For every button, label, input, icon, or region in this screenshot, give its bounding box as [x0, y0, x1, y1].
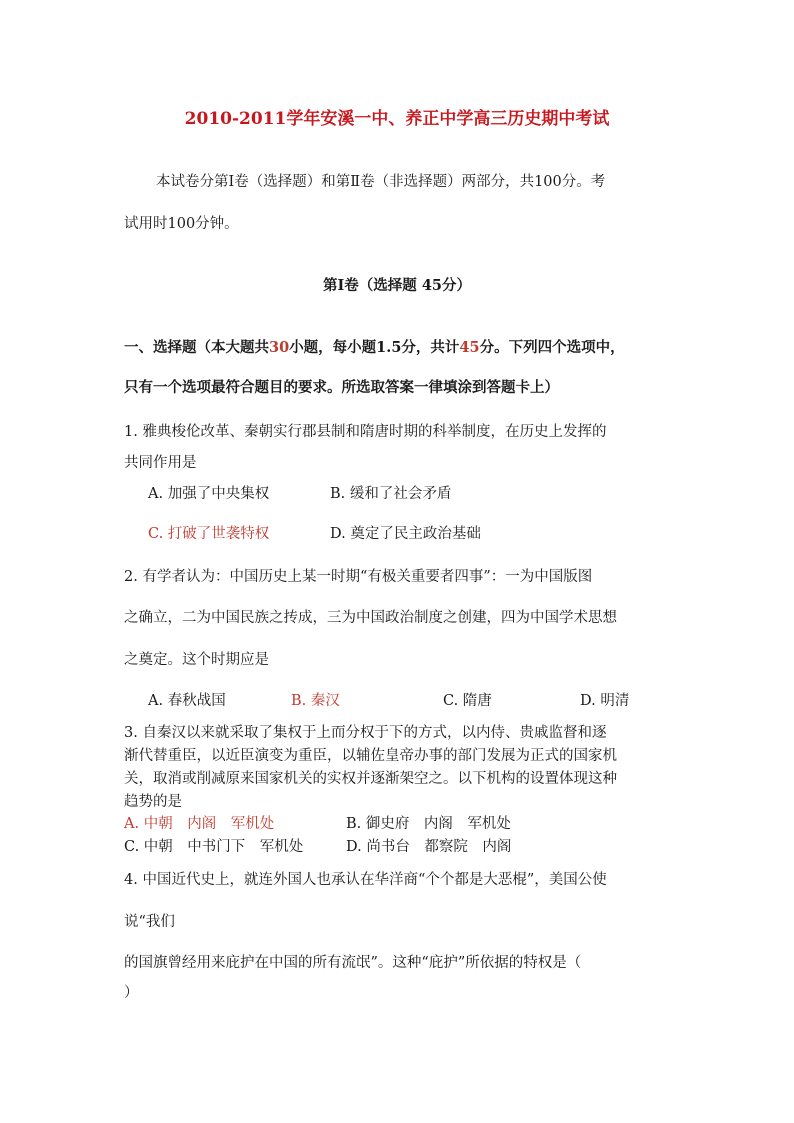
- q3-option-b: B. 御史府 内阁 军机处: [346, 816, 511, 832]
- exam-title: 2010-2011学年安溪一中、养正中学高三历史期中考试: [184, 109, 610, 129]
- q3-option-c: C. 中朝 中书门下 军机处: [124, 839, 304, 855]
- section-title: 第Ⅰ卷（选择题 45分）: [322, 277, 471, 294]
- q3-option-d: D. 尚书台 都察院 内阁: [346, 839, 512, 855]
- instructions-part3: 分。下列四个选项中，: [479, 339, 625, 356]
- q2-stem-line-3: 之奠定。这个时期应是: [124, 652, 269, 668]
- q3-stem-line-3: 关，取消或削减原来国家机关的实权并逐渐架空之。以下机构的设置体现这种: [124, 771, 617, 787]
- q2-stem-line-1: 2. 有学者认为：中国历史上某一时期“有极关重要者四事”：一为中国版图: [124, 569, 593, 585]
- intro-line-1: 本试卷分第Ⅰ卷（选择题）和第Ⅱ卷（非选择题）两部分，共100分。考: [156, 174, 606, 190]
- total-score: 45: [459, 339, 480, 356]
- q4-stem-line-4: ）: [124, 985, 139, 1001]
- q2-option-b: B. 秦汉: [291, 693, 340, 709]
- q3-stem-line-1: 3. 自秦汉以来就采取了集权于上而分权于下的方式，以内侍、贵戚监督和逐: [124, 725, 607, 741]
- q2-option-a: A. 春秋战国: [148, 693, 226, 709]
- q3-option-a: A. 中朝 内阁 军机处: [124, 816, 275, 832]
- q1-stem-line-2: 共同作用是: [124, 455, 197, 471]
- q4-stem-line-3: 的国旗曾经用来庇护在中国的所有流氓”。这种“庇护”所依据的特权是（: [124, 955, 582, 971]
- q3-stem-line-2: 渐代替重臣，以近臣演变为重臣，以辅佐皇帝办事的部门发展为正式的国家机: [124, 748, 617, 764]
- q2-option-d: D. 明清: [580, 693, 630, 709]
- instructions-part1: 一、选择题（本大题共: [124, 339, 269, 356]
- q2-stem-line-2: 之确立，二为中国民族之抟成，三为中国政治制度之创建，四为中国学术思想: [124, 610, 617, 626]
- q1-option-d: D. 奠定了民主政治基础: [330, 526, 481, 542]
- q3-stem-line-4: 趋势的是: [124, 794, 182, 810]
- q1-option-c: C. 打破了世袭特权: [148, 526, 270, 542]
- q2-option-c: C. 隋唐: [443, 693, 492, 709]
- q4-stem-line-2: 说“我们: [124, 914, 175, 930]
- q1-stem-line-1: 1. 雅典梭伦改革、秦朝实行郡县制和隋唐时期的科举制度，在历史上发挥的: [124, 424, 607, 440]
- question-count: 30: [269, 339, 290, 356]
- q1-option-b: B. 缓和了社会矛盾: [330, 486, 452, 502]
- instructions-line-2: 只有一个选项最符合题目的要求。所选取答案一律填涂到答题卡上）: [124, 379, 559, 396]
- intro-line-2: 试用时100分钟。: [124, 216, 239, 232]
- q4-stem-line-1: 4. 中国近代史上，就连外国人也承认在华洋商“个个都是大恶棍”，美国公使: [124, 872, 607, 888]
- instructions-line-1: [124, 338, 625, 358]
- instructions-part2: 小题，每小题1.5分，共计: [289, 339, 460, 356]
- q1-option-a: A. 加强了中央集权: [148, 486, 270, 502]
